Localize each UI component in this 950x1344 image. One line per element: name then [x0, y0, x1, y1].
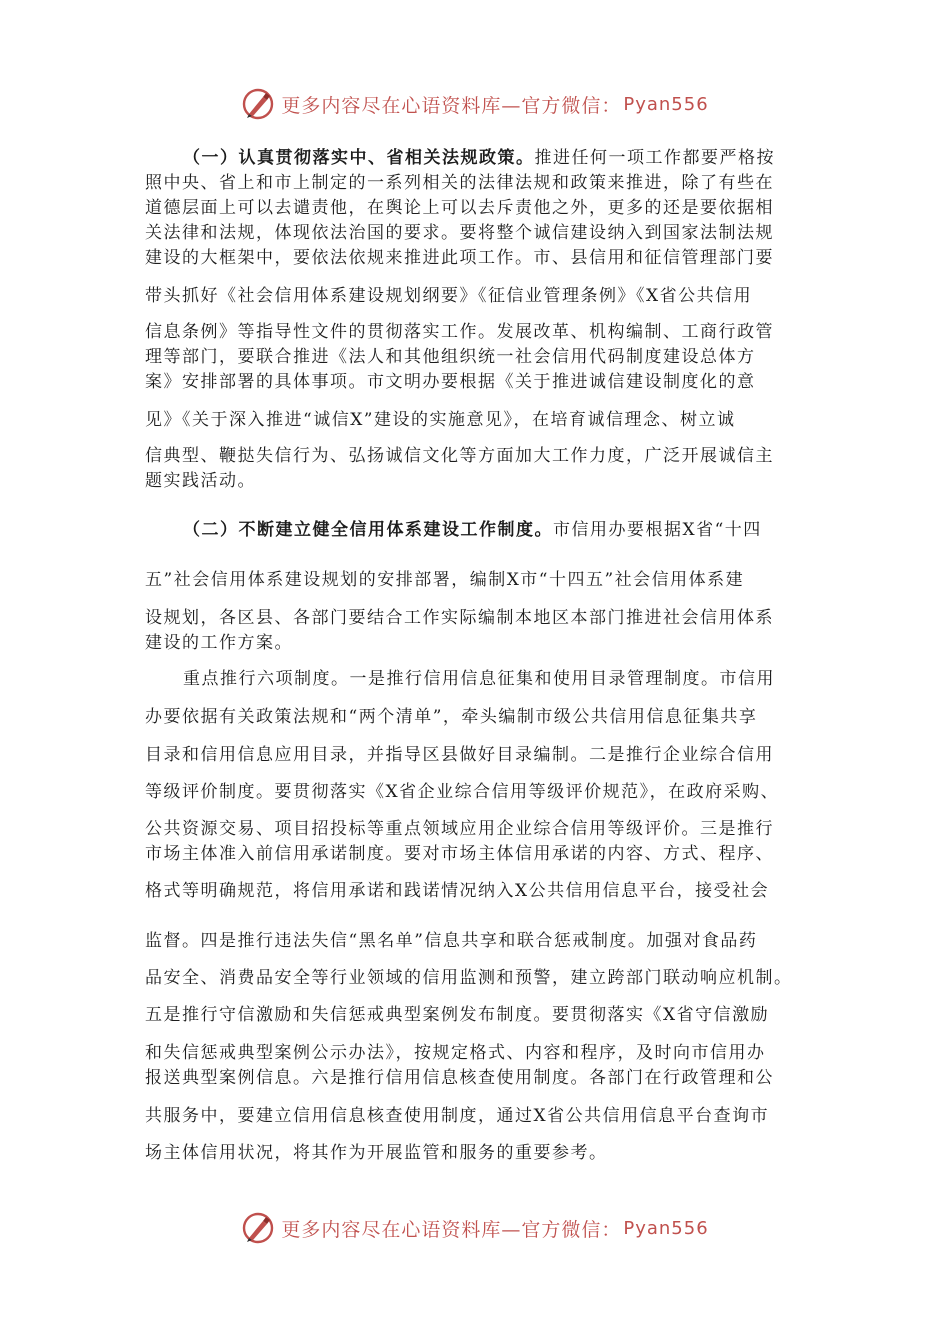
section3-line: 重点推行六项制度。一是推行信用信息征集和使用目录管理制度。市信用	[183, 669, 775, 689]
section2-heading: （二）不断建立健全信用体系建设工作制度。	[183, 520, 553, 540]
wechat-id: Pyan556	[623, 93, 709, 115]
pen-logo-icon	[241, 87, 275, 121]
section3-line: 公共资源交易、项目招投标等重点领域应用企业综合信用等级评价。三是推行	[145, 819, 774, 839]
section3-line: 目录和信用信息应用目录，并指导区县做好目录编制。二是推行企业综合信用	[145, 745, 774, 765]
section3-line: 场主体信用状况，将其作为开展监管和服务的重要参考。	[145, 1143, 608, 1163]
footer-banner	[0, 1208, 950, 1248]
section3-line: 等级评价制度。要贯彻落实《X省企业综合信用等级评价规范》，在政府采购、	[145, 782, 780, 802]
wechat-id: Pyan556	[623, 1217, 709, 1239]
section1-line: 理等部门，要联合推进《法人和其他组织统一社会信用代码制度建设总体方	[145, 347, 756, 367]
banner-text: 更多内容尽在心语资料库—官方微信：	[281, 1218, 622, 1241]
banner-text: 更多内容尽在心语资料库—官方微信：	[281, 94, 622, 117]
section2-line: 五”社会信用体系建设规划的安排部署，编制X市“十四五”社会信用体系建	[145, 570, 745, 590]
section1-line: 见》《关于深入推进“诚信X”建设的实施意见》，在培育诚信理念、树立诚	[145, 410, 736, 430]
section1-line: 信典型、鞭挞失信行为、弘扬诚信文化等方面加大工作力度，广泛开展诚信主	[145, 446, 774, 466]
section1-line: 关法律和法规，体现依法治国的要求。要将整个诚信建设纳入到国家法制法规	[145, 223, 774, 243]
section1-line: 案》安排部署的具体事项。市文明办要根据《关于推进诚信建设制度化的意	[145, 372, 756, 392]
section2-line: 设规划，各区县、各部门要结合工作实际编制本地区本部门推进社会信用体系	[145, 608, 774, 628]
header-banner	[0, 84, 950, 124]
section3-line: 和失信惩戒典型案例公示办法》，按规定格式、内容和程序，及时向市信用办	[145, 1043, 766, 1063]
section1-line: 道德层面上可以去谴责他，在舆论上可以去斥责他之外，更多的还是要依据相	[145, 198, 774, 218]
section3-line: 格式等明确规范，将信用承诺和践诺情况纳入X公共信用信息平台，接受社会	[145, 881, 770, 901]
pen-logo-icon	[241, 1211, 275, 1245]
section1-line: 题实践活动。	[145, 471, 256, 491]
section3-line: 共服务中，要建立信用信息核查使用制度，通过X省公共信用信息平台查询市	[145, 1106, 770, 1126]
section3-line: 五是推行守信激励和失信惩戒典型案例发布制度。要贯彻落实《X省守信激励	[145, 1005, 770, 1025]
section1-heading: （一）认真贯彻落实中、省相关法规政策。	[183, 148, 535, 168]
section1-line: 带头抓好《社会信用体系建设规划纲要》《征信业管理条例》《X省公共信用	[145, 286, 753, 306]
section1-line: 建设的大框架中，要依法依规来推进此项工作。市、县信用和征信管理部门要	[145, 248, 774, 268]
section1-line: 信息条例》等指导性文件的贯彻落实工作。发展改革、机构编制、工商行政管	[145, 322, 774, 342]
section2-line: 建设的工作方案。	[145, 633, 293, 653]
section3-line: 报送典型案例信息。六是推行信用信息核查使用制度。各部门在行政管理和公	[145, 1068, 774, 1088]
section3-line: 办要依据有关政策法规和“两个清单”，牵头编制市级公共信用信息征集共享	[145, 707, 758, 727]
section3-line: 品安全、消费品安全等行业领域的信用监测和预警，建立跨部门联动响应机制。	[145, 968, 793, 988]
section2-line: （二）不断建立健全信用体系建设工作制度。市信用办要根据X省“十四	[183, 520, 762, 540]
section1-line: （一）认真贯彻落实中、省相关法规政策。推进任何一项工作都要严格按	[183, 148, 775, 168]
section1-line: 照中央、省上和市上制定的一系列相关的法律法规和政策来推进，除了有些在	[145, 173, 774, 193]
section3-line: 监督。四是推行违法失信“黑名单”信息共享和联合惩戒制度。加强对食品药	[145, 931, 758, 951]
section3-line: 市场主体准入前信用承诺制度。要对市场主体信用承诺的内容、方式、程序、	[145, 844, 774, 864]
